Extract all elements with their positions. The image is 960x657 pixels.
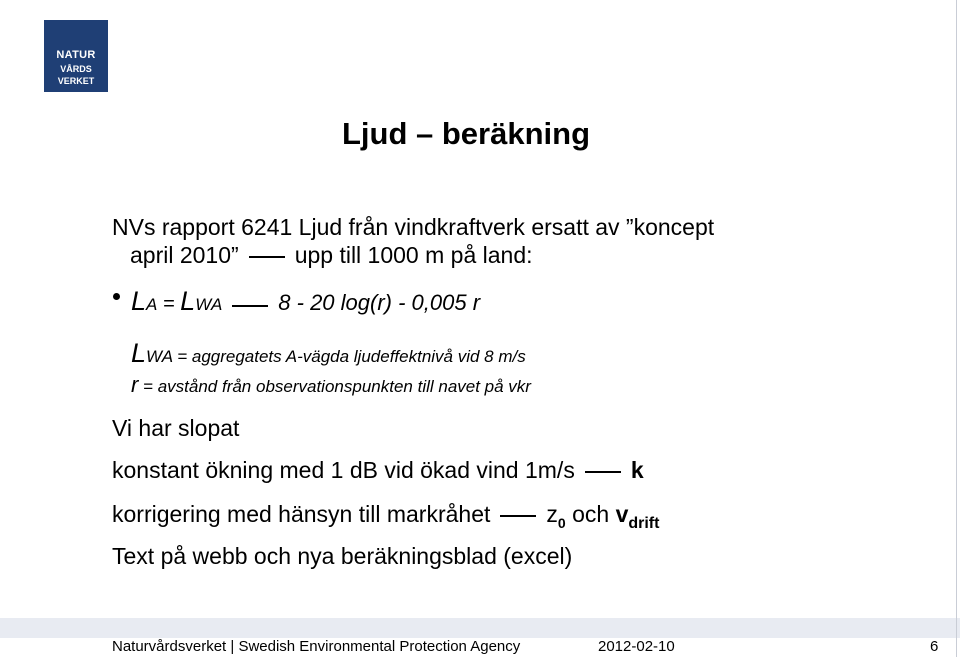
definition-lwa — [131, 338, 526, 369]
footer-date: 2012-02-10 — [598, 638, 675, 655]
body-text-line: Text på webb och nya beräkningsblad (excel) — [112, 543, 573, 569]
body-konstant — [112, 457, 644, 484]
slide-title: Ljud – beräkning — [341, 116, 591, 151]
logo-line-2: VÅRDS — [60, 64, 92, 74]
formula-la-sub: A — [146, 295, 158, 314]
intro-line-2-b: upp till 1000 m på land: — [294, 242, 533, 268]
footer-org: Naturvårdsverket | Swedish Environmental Protection Agency — [112, 638, 521, 655]
formula-rest: 8 - 20 log(r) - 0,005 r — [278, 290, 481, 315]
konstant-symbol: k — [630, 457, 644, 483]
z-subscript: 0 — [557, 515, 566, 531]
z-symbol: z — [546, 501, 558, 527]
naturvardsverket-logo — [44, 20, 108, 92]
intro-line-2-a: april 2010” — [130, 242, 239, 268]
formula-eq: = — [157, 293, 181, 315]
def-lwa-big: L — [131, 338, 147, 368]
bullet-icon — [113, 293, 120, 300]
v-subscript: drift — [628, 515, 660, 532]
korrigering-dash — [500, 515, 536, 517]
v-symbol: v — [615, 501, 629, 527]
footer-band — [0, 618, 960, 638]
def-lwa-sub: WA — [146, 347, 173, 366]
slide-right-border — [956, 0, 957, 657]
def-lwa-text: = aggregatets A-vägda ljudeffektnivå vid 8 m/s — [172, 347, 526, 366]
body-korrigering — [112, 501, 660, 532]
footer-page-number: 6 — [930, 638, 939, 655]
logo-line-3: VERKET — [57, 76, 95, 86]
formula-lwa: L — [180, 286, 196, 316]
formula-la: L — [131, 286, 147, 316]
formula — [131, 286, 480, 317]
def-r-text: = avstånd från observationspunkten till navet på vkr — [138, 377, 531, 396]
formula-dash — [232, 305, 268, 307]
konstant-dash — [585, 471, 621, 473]
konstant-text: konstant ökning med 1 dB vid ökad vind 1m/s — [112, 457, 575, 483]
intro-line-1: NVs rapport 6241 Ljud från vindkraftverk ersatt av ”koncept — [112, 214, 715, 240]
logo-line-1: NATUR — [56, 49, 96, 61]
definition-r — [131, 372, 531, 398]
intro-line-2 — [130, 242, 533, 269]
def-r-big: r — [131, 372, 139, 397]
dash-separator — [249, 256, 285, 258]
korrigering-text: korrigering med hänsyn till markråhet — [112, 501, 491, 527]
och-text: och — [565, 501, 616, 527]
formula-lwa-sub: WA — [195, 295, 223, 314]
body-slopat: Vi har slopat — [112, 415, 240, 441]
